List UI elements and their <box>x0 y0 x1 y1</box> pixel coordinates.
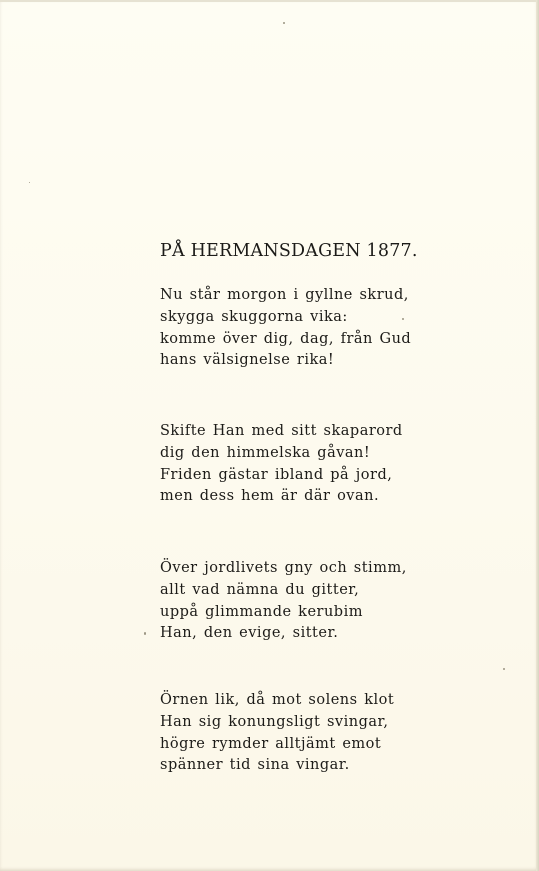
poem-title: PÅ HERMANSDAGEN 1877. <box>160 241 418 261</box>
page-top-edge <box>0 0 539 2</box>
stanza-2 <box>160 421 403 508</box>
verse-line: komme över dig, dag, från Gud <box>160 330 412 347</box>
verse-line: Han sig konungsligt svingar, <box>160 713 389 730</box>
verse-line: dig den himmelska gåvan! <box>160 444 371 461</box>
paper-speck <box>503 668 505 670</box>
verse-line: uppå glimmande kerubim <box>160 603 363 620</box>
paper-speck <box>144 632 146 635</box>
verse-line: men dess hem är där ovan. <box>160 488 380 505</box>
verse-line: spänner tid sina vingar. <box>160 757 350 774</box>
verse-line: Han, den evige, sitter. <box>160 625 339 642</box>
verse-line: Örnen lik, då mot solens klot <box>160 692 395 708</box>
verse-line: Skifte Han med sitt skaparord <box>160 423 403 439</box>
paper-speck <box>283 22 285 24</box>
verse-line: allt vad nämna du gitter, <box>160 581 360 598</box>
stanza-4 <box>160 690 394 777</box>
verse-line: Över jordlivets gny och stimm, <box>160 560 407 576</box>
verse-line: skygga skuggorna vika: <box>160 308 348 325</box>
verse-line: Friden gästar ibland på jord, <box>160 466 393 483</box>
verse-line: högre rymder alltjämt emot <box>160 735 382 752</box>
stanza-1 <box>160 285 411 372</box>
verse-line: hans välsignelse rika! <box>160 352 335 369</box>
verse-line: Nu står morgon i gyllne skrud, <box>160 287 409 303</box>
stanza-3 <box>160 558 407 645</box>
paper-speck <box>29 182 30 183</box>
